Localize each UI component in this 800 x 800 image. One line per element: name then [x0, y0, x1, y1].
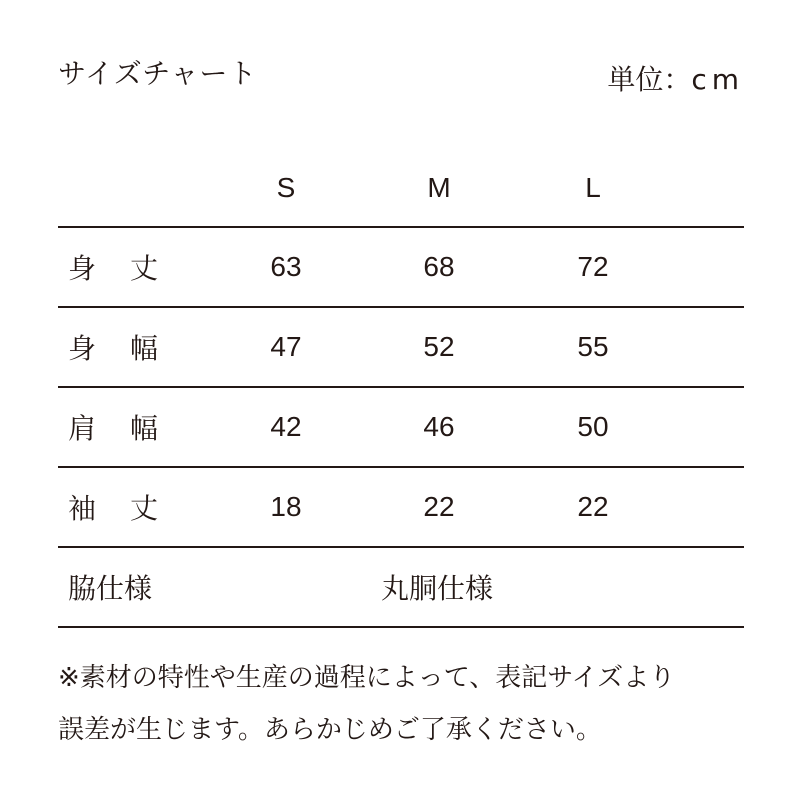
- value-side-spec: 丸胴仕様: [381, 572, 494, 605]
- value-length-s: 63: [270, 251, 302, 282]
- table-row: [58, 306, 744, 386]
- value-body-width-s: 47: [270, 331, 302, 362]
- row-label-sleeve-length: 袖丈: [68, 492, 193, 525]
- table-row: [58, 386, 744, 466]
- note-line-2: 誤差が生じます。あらかじめご了承ください。: [58, 715, 602, 745]
- table-row: [58, 466, 744, 546]
- unit-prefix: 単位：: [607, 63, 692, 96]
- row-label-length: 身丈: [68, 252, 193, 285]
- column-header-l: L: [585, 172, 601, 203]
- page-title: サイズチャート: [58, 57, 258, 90]
- value-body-width-l: 55: [577, 331, 609, 362]
- unit-label: [607, 58, 744, 98]
- disclaimer-note: [58, 652, 758, 756]
- value-length-l: 72: [577, 251, 609, 282]
- size-table: [58, 160, 744, 628]
- value-shoulder-width-s: 42: [270, 411, 302, 442]
- value-sleeve-length-m: 22: [423, 491, 455, 522]
- column-header-m: M: [427, 172, 451, 203]
- value-shoulder-width-l: 50: [577, 411, 609, 442]
- unit-value: cm: [691, 63, 744, 96]
- value-sleeve-length-s: 18: [270, 491, 302, 522]
- table-row-side-spec: [58, 546, 744, 628]
- row-label-body-width: 身幅: [68, 332, 193, 365]
- value-sleeve-length-l: 22: [577, 491, 609, 522]
- row-label-side-spec: 脇仕様: [68, 572, 153, 605]
- column-header-s: S: [276, 172, 296, 203]
- table-header-row: [58, 160, 744, 226]
- row-label-shoulder-width: 肩幅: [68, 412, 193, 445]
- value-length-m: 68: [423, 251, 455, 282]
- value-shoulder-width-m: 46: [423, 411, 455, 442]
- table-row: [58, 226, 744, 306]
- value-body-width-m: 52: [423, 331, 455, 362]
- note-line-1: ※素材の特性や生産の過程によって、表記サイズより: [58, 663, 676, 693]
